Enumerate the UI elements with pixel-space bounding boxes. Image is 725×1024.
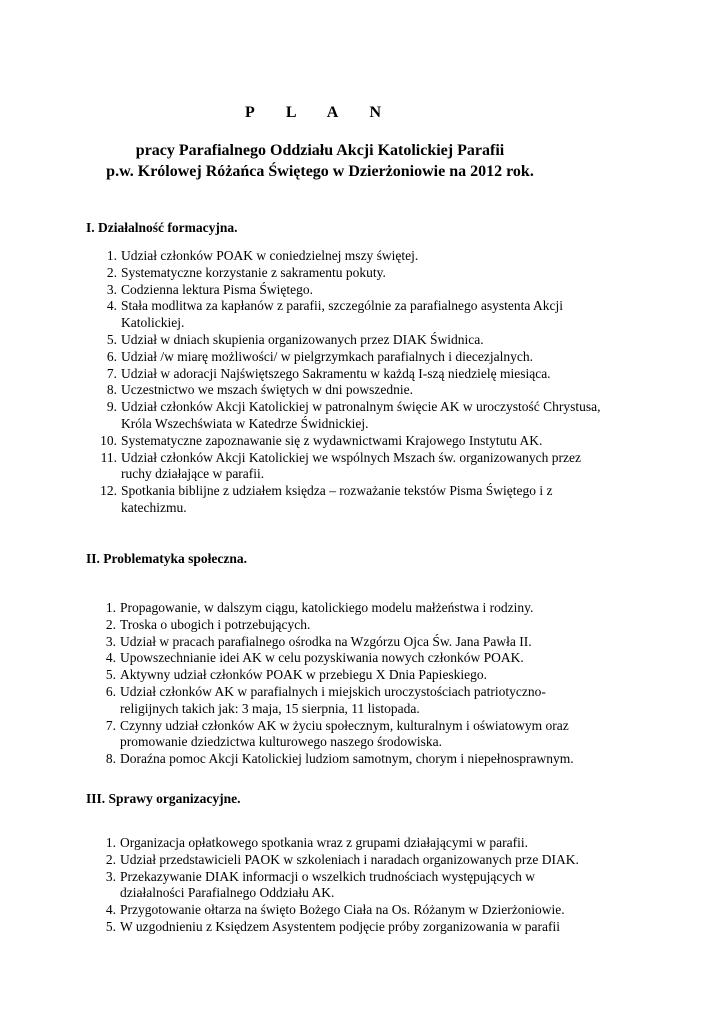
item-number: 5. (105, 918, 116, 934)
list-item (86, 600, 646, 617)
item-text: Organizacja opłatkowego spotkania wraz z grupami działającymi w parafii. (120, 835, 528, 850)
list-item (86, 617, 646, 634)
list-item (86, 265, 646, 282)
list-item (86, 869, 646, 903)
list-item (86, 634, 646, 651)
item-text: Propagowanie, w dalszym ciągu, katolickiego modelu małżeństwa i rodziny. (120, 600, 534, 615)
item-number: 1. (105, 600, 116, 615)
subtitle-line: pracy Parafialnego Oddziału Akcji Katolickiej Parafii (135, 142, 505, 159)
section-heading-organizacyjne: III. Sprawy organizacyjne. (86, 791, 241, 806)
item-number: 1. (105, 835, 116, 850)
item-number: 10. (100, 432, 117, 448)
item-text: Upowszechnianie idei AK w celu pozyskiwania nowych członków POAK. (120, 650, 524, 666)
item-text: Troska o ubogich i potrzebujących. (120, 616, 311, 632)
list-item (86, 718, 646, 752)
item-text: Udział w dniach skupienia organizowanych przez DIAK Świdnica. (121, 331, 484, 347)
list-item (86, 919, 646, 936)
item-number: 2. (105, 851, 116, 867)
item-number: 3. (105, 868, 116, 884)
item-text: Aktywny udział członków POAK w przebiegu X Dnia Papieskiego. (120, 667, 488, 683)
item-text: Czynny udział członków AK w życiu społecznym, kulturalnym i oświatowym oraz promowanie dziedzictwa kulturowego naszego środowiska. (120, 717, 569, 750)
item-text: Spotkania biblijne z udziałem księdza – rozważanie tekstów Pisma Świętego i z katechizmu. (121, 483, 553, 515)
item-text: Doraźna pomoc Akcji Katolickiej ludziom samotnym, chorym i niepełnosprawnym. (120, 751, 574, 767)
section-heading-formacyjna: I. Działalność formacyjna. (86, 220, 238, 235)
item-text: Uczestnictwo we mszach świętych w dni powszednie. (121, 382, 414, 398)
list-item (86, 349, 646, 366)
list-item (86, 332, 646, 349)
item-number: 1. (106, 248, 117, 263)
list-item (86, 298, 646, 332)
item-text: Udział w pracach parafialnego ośrodka na Wzgórzu Ojca Św. Jana Pawła II. (120, 633, 532, 649)
item-text: Systematyczne korzystanie z sakramentu pokuty. (121, 264, 386, 280)
list-item (86, 684, 646, 718)
list-item (86, 382, 646, 399)
list-item (86, 667, 646, 684)
list-item (86, 751, 646, 768)
item-number: 11. (100, 449, 117, 465)
item-text: Przekazywanie DIAK informacji o wszelkich trudnościach występujących w działalności Parafialnego Oddziału AK. (120, 868, 535, 901)
section-heading-spoleczna: II. Problematyka społeczna. (86, 551, 247, 566)
section-list-spoleczna (86, 600, 646, 768)
item-number: 4. (105, 650, 116, 666)
list-item (86, 248, 646, 265)
item-number: 8. (105, 751, 116, 767)
item-number: 12. (100, 483, 117, 499)
item-text: Przygotowanie ołtarza na święto Bożego Ciała na Os. Różanym w Dzierżoniowie. (120, 902, 565, 918)
item-number: 4. (106, 298, 117, 314)
item-text: Udział członków Akcji Katolickiej w patronalnym święcie AK w uroczystość Chrystusa, Króla Wszechświata w Katedrze Świdnickiej. (121, 399, 601, 431)
document-subtitle (80, 140, 560, 182)
item-number: 5. (106, 331, 117, 347)
item-text: Udział /w miarę możliwości/ w pielgrzymkach parafialnych i diecezjalnych. (121, 348, 533, 364)
subtitle-line: p.w. Królowej Różańca Świętego w Dzierżoniowie na 2012 rok. (106, 163, 534, 180)
section-list-formacyjna (86, 248, 646, 517)
list-item (86, 650, 646, 667)
item-text: Udział przedstawicieli PAOK w szkoleniach i naradach organizowanych prze DIAK. (120, 851, 579, 867)
list-item (86, 366, 646, 383)
item-text: Udział członków AK w parafialnych i miejskich uroczystościach patriotyczno-religijnych takich jak: 3 maja, 15 sierpnia, 11 listopada. (120, 683, 546, 716)
item-number: 9. (106, 399, 117, 415)
document-title: P L A N (244, 104, 396, 121)
list-item (86, 902, 646, 919)
item-number: 3. (105, 633, 116, 649)
item-text: Stała modlitwa za kapłanów z parafii, szczególnie za parafialnego asystenta Akcji Katolickiej. (121, 298, 563, 331)
item-text: Udział członków POAK w coniedzielnej mszy świętej. (121, 248, 419, 263)
list-item (86, 835, 646, 852)
section-list-organizacyjne (86, 835, 646, 936)
item-number: 6. (105, 683, 116, 699)
item-number: 2. (105, 616, 116, 632)
item-number: 2. (106, 264, 117, 280)
list-item (86, 450, 646, 484)
item-number: 4. (105, 902, 116, 918)
item-text: Systematyczne zapoznawanie się z wydawnictwami Krajowego Instytutu AK. (121, 432, 543, 448)
item-number: 8. (106, 382, 117, 398)
item-text: Udział w adoracji Najświętszego Sakramentu w każdą I-szą niedzielę miesiąca. (121, 365, 551, 381)
list-item (86, 852, 646, 869)
item-number: 7. (105, 717, 116, 733)
item-number: 3. (106, 281, 117, 297)
item-number: 6. (106, 348, 117, 364)
item-text: Udział członków Akcji Katolickiej we wspólnych Mszach św. organizowanych przez ruchy działające w parafii. (121, 449, 581, 482)
item-text: Codzienna lektura Pisma Świętego. (121, 281, 313, 297)
item-number: 7. (106, 365, 117, 381)
item-number: 5. (105, 667, 116, 683)
item-text: W uzgodnieniu z Księdzem Asystentem podjęcie próby zorganizowania w parafii (120, 918, 560, 934)
list-item (86, 433, 646, 450)
list-item (86, 282, 646, 299)
list-item (86, 483, 646, 517)
list-item (86, 399, 646, 433)
